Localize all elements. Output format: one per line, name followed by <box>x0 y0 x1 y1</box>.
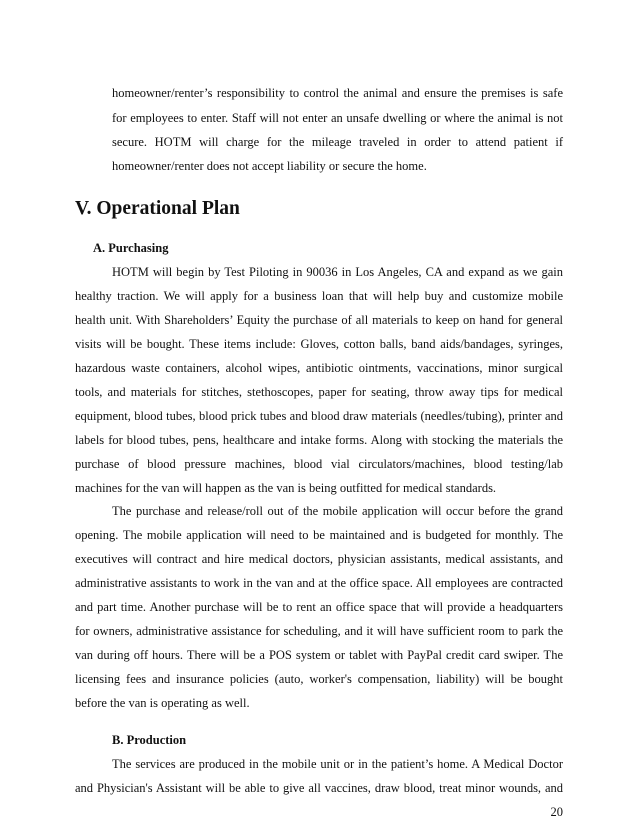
text-line: The services are produced in the mobile unit or in the patient’s home. A Medical Doctor <box>112 757 563 771</box>
text-line: administrative assistants to work in the van and at the office space. All employees are contracted <box>75 576 563 590</box>
text-line: healthy traction. We will apply for a business loan that will help buy and customize mobile <box>75 289 563 303</box>
page-number: 20 <box>550 805 563 819</box>
text-line: for employees to enter. Staff will not enter an unsafe dwelling or where the animal is not <box>112 111 563 125</box>
subsection-heading-production: B. Production <box>112 733 187 747</box>
text-line: and Physician's Assistant will be able to give all vaccines, draw blood, treat minor wounds, and <box>75 781 563 795</box>
text-line: The purchase and release/roll out of the mobile application will occur before the grand <box>112 504 563 518</box>
text-line: opening. The mobile application will need to be maintained and is budgeted for monthly. The <box>75 528 563 542</box>
text-line: visits will be bought. These items include: Gloves, cotton balls, band aids/bandages, syringes, <box>75 337 563 351</box>
text-line: before the van is operating as well. <box>75 696 250 710</box>
text-line: HOTM will begin by Test Piloting in 90036 in Los Angeles, CA and expand as we gain <box>112 265 563 279</box>
text-line: equipment, blood tubes, blood prick tubes and blood draw materials (needles/tubing), printer and <box>75 409 563 423</box>
section-title: V. Operational Plan <box>75 198 240 219</box>
text-line: secure. HOTM will charge for the mileage traveled in order to attend patient if <box>112 135 563 149</box>
text-line: tools, and materials for stitches, stethoscopes, paper for seating, throw away tips for medical <box>75 385 563 399</box>
text-line: van during off hours. There will be a POS system or tablet with PayPal credit card swiper. The <box>75 648 563 662</box>
text-line: purchase of blood pressure machines, blood vial circulators/machines, blood testing/lab <box>75 457 563 471</box>
text-line: homeowner/renter does not accept liability or secure the home. <box>112 159 427 173</box>
text-line: labels for blood tubes, pens, healthcare and intake forms. Along with stocking the materials the <box>75 433 563 447</box>
text-line: executives will contract and hire medical doctors, physician assistants, medical assistants, and <box>75 552 563 566</box>
text-line: and part time. Another purchase will be to rent an office space that will provide a headquarters <box>75 600 563 614</box>
text-line: machines for the van will happen as the van is being outfitted for medical standards. <box>75 481 497 495</box>
subsection-heading-purchasing: A. Purchasing <box>93 241 169 255</box>
text-line: health unit. With Shareholders’ Equity the purchase of all materials to keep on hand for general <box>75 313 563 327</box>
text-line: hazardous waste containers, alcohol wipes, antibiotic ointments, vaccinations, minor surgical <box>75 361 563 375</box>
text-line: homeowner/renter’s responsibility to control the animal and ensure the premises is safe <box>112 86 563 100</box>
text-line: licensing fees and insurance policies (auto, worker's compensation, liability) will be bought <box>75 672 563 686</box>
text-line: for owners, administrative assistance for scheduling, and it will have sufficient room to park the <box>75 624 563 638</box>
